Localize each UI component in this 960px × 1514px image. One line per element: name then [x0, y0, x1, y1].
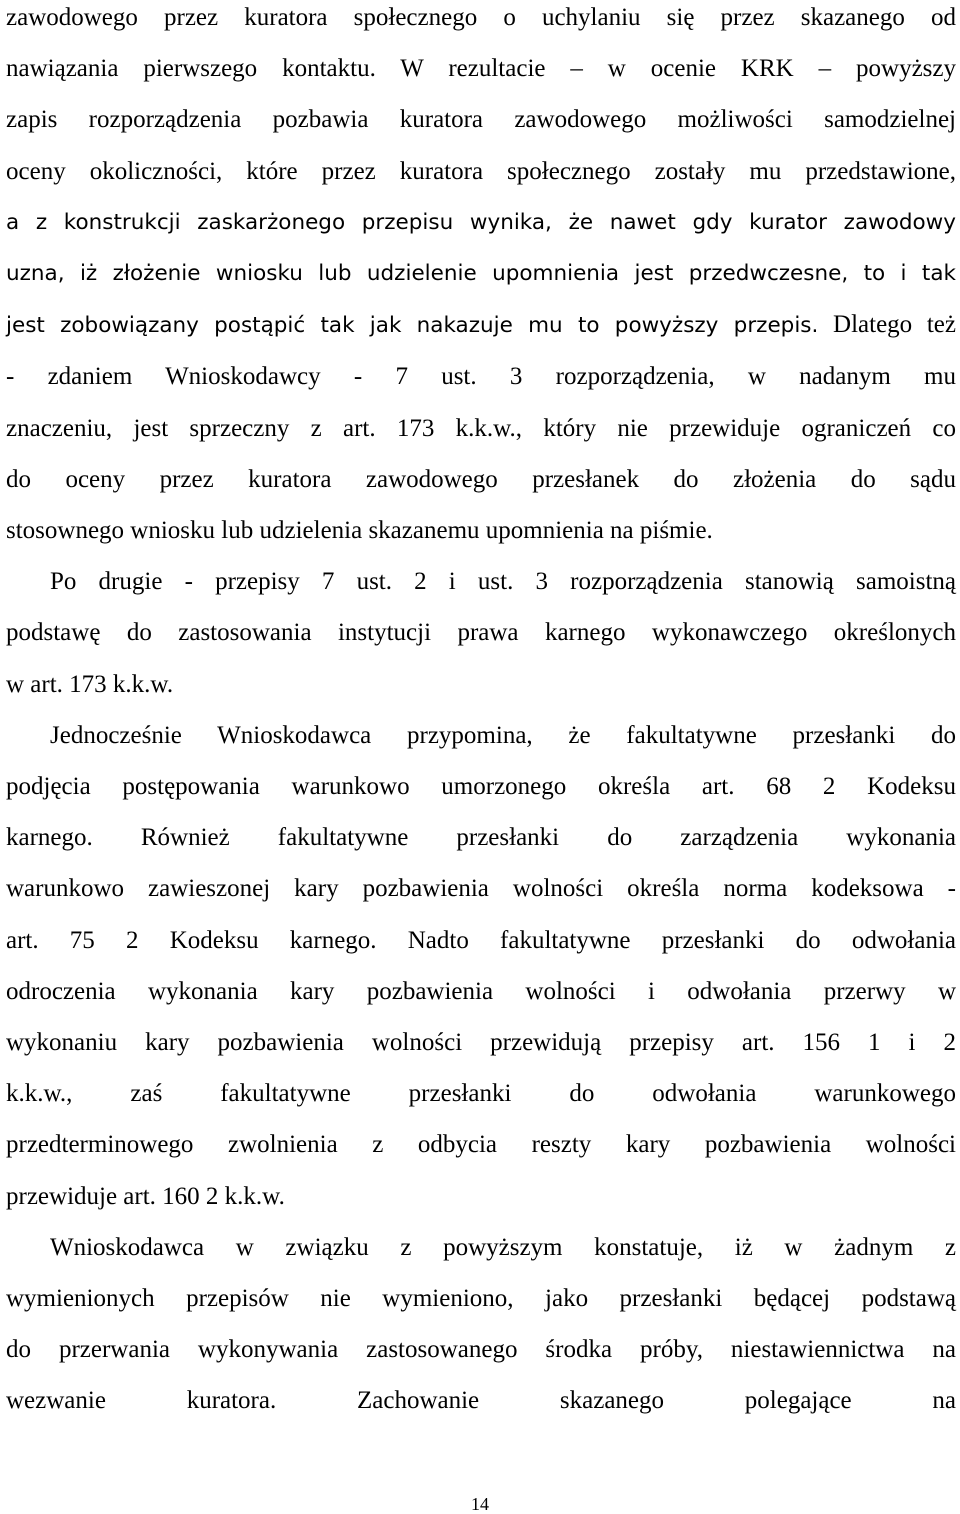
- text-line: zapis rozporządzenia pozbawia kuratora zawodowego możliwości samodzielnej: [6, 106, 956, 134]
- text-line: k.k.w., zaś fakultatywne przesłanki do odwołania warunkowego: [6, 1080, 956, 1108]
- text-line: warunkowo zawieszonej kary pozbawienia wolności określa norma kodeksowa -: [6, 875, 956, 903]
- text-line: wykonaniu kary pozbawienia wolności przewidują przepisy art. 156 1 i 2: [6, 1029, 956, 1057]
- text-line: do przerwania wykonywania zastosowanego środka próby, niestawiennictwa na: [6, 1336, 956, 1364]
- text-line: uzna, iż złożenie wniosku lub udzielenie upomnienia jest przedwczesne, to i tak: [6, 261, 956, 287]
- paragraph-continuation: [6, 0, 956, 556]
- text-line: - zdaniem Wnioskodawcy - 7 ust. 3 rozporządzenia, w nadanym mu: [6, 363, 956, 391]
- text-line: w art. 173 k.k.w.: [6, 670, 174, 698]
- text-line: art. 75 2 Kodeksu karnego. Nadto fakultatywne przesłanki do odwołania: [6, 926, 956, 954]
- text-line: zawodowego przez kuratora społecznego o uchylaniu się przez skazanego od: [6, 4, 956, 31]
- text-segment: jest zobowiązany postąpić tak jak nakazuje mu to powyższy przepis.: [6, 313, 819, 339]
- paragraph-conclusion: [6, 1222, 956, 1427]
- text-line: [6, 299, 956, 351]
- text-line: odroczenia wykonania kary pozbawienia wolności i odwołania przerwy w: [6, 977, 956, 1005]
- text-line: a z konstrukcji zaskarżonego przepisu wynika, że nawet gdy kurator zawodowy: [6, 209, 956, 235]
- paragraph-reminder: [6, 710, 956, 1222]
- text-line: wezwanie kuratora. Zachowanie skazanego polegające na: [6, 1387, 956, 1415]
- text-line: Po drugie - przepisy 7 ust. 2 i ust. 3 rozporządzenia stanowią samoistną: [50, 568, 956, 596]
- text-line: przewiduje art. 160 2 k.k.w.: [6, 1182, 285, 1210]
- page-number: 14: [471, 1494, 489, 1514]
- text-line: oceny okoliczności, które przez kuratora społecznego zostały mu przedstawione,: [6, 157, 956, 185]
- text-line: do oceny przez kuratora zawodowego przesłanek do złożenia do sądu: [6, 465, 956, 493]
- text-line: Jednocześnie Wnioskodawca przypomina, że fakultatywne przesłanki do: [50, 721, 956, 749]
- text-line: podstawę do zastosowania instytucji prawa karnego wykonawczego określonych: [6, 619, 956, 647]
- text-line: przedterminowego zwolnienia z odbycia reszty kary pozbawienia wolności: [6, 1131, 956, 1159]
- text-line: nawiązania pierwszego kontaktu. W rezultacie – w ocenie KRK – powyższy: [6, 55, 956, 83]
- document-page: [6, 0, 956, 1427]
- paragraph-second-point: [6, 556, 956, 710]
- text-line: podjęcia postępowania warunkowo umorzonego określa art. 68 2 Kodeksu: [6, 773, 956, 801]
- text-line: karnego. Również fakultatywne przesłanki do zarządzenia wykonania: [6, 824, 956, 852]
- text-line: wymienionych przepisów nie wymieniono, jako przesłanki będącej podstawą: [6, 1285, 956, 1313]
- text-line: Wnioskodawca w związku z powyższym konstatuje, iż w żadnym z: [50, 1233, 956, 1261]
- text-segment: Dlatego też: [818, 311, 956, 339]
- text-line: znaczeniu, jest sprzeczny z art. 173 k.k.w., który nie przewiduje ograniczeń co: [6, 414, 956, 442]
- text-line: stosownego wniosku lub udzielenia skazanemu upomnienia na piśmie.: [6, 517, 713, 545]
